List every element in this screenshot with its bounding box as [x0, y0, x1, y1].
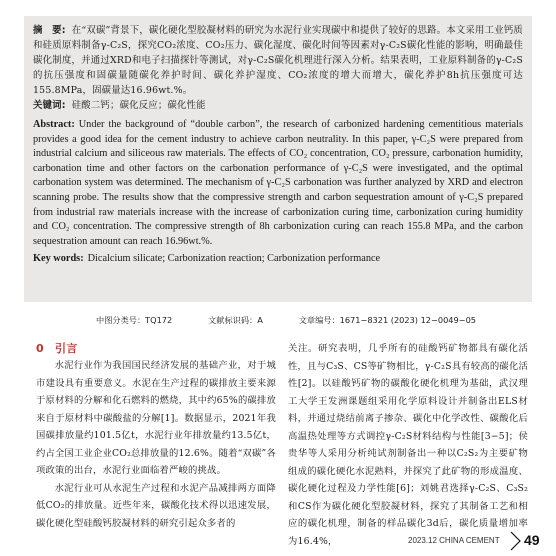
- body-column-left: [36, 340, 276, 532]
- keywords-en-label: Key words:: [33, 253, 84, 265]
- journal-name: 2023.12 CHINA CEMENT: [408, 536, 500, 545]
- keywords-cn-label: 关键词:: [33, 100, 66, 111]
- abstract-en-text: Under the background of “double carbon”, the research of carbonized hardening cementitious materials provides a good idea for the cement industry to achieve carbon neutrality. In this paper, γ-C₂S were prepared from industrial calcium and siliceous raw materials. The effects of CO₂ concentration, CO₂ pressure, carbonation humidity, carbonation time and other factors on the carbonation performance of γ-C₂S were investigated, and the optimal carbonation system was determined. The mechanism of γ-C₂S carbonation was further analyzed by XRD and electron scanning probe. The results show that the compressive strength and carbon sequestration amount of γ-C₂S prepared from industrial raw materials increase with the increase of carbonization curing time, carbonization curing humidity and CO₂ concentration. The compressive strength of 8h carbonization curing can reach 155.8 MPa, and the carbon sequestration amount can reach 16.96wt.%.: [33, 119, 523, 247]
- keywords-en-text: Dicalcium silicate; Carbonization reaction; Carbonization performance: [87, 253, 381, 265]
- article-meta: [96, 315, 476, 326]
- keywords-cn-text: 硅酸二钙；碳化反应；碳化性能: [71, 100, 206, 111]
- paragraph: 关注。研究表明，几乎所有的硅酸钙矿物都具有碳化活性，且与C₃S、CS等矿物相比，γ-C₂S具有较高的碳化活性[2]。以硅酸钙矿物的碳酸化硬化机理为基础，武汉理工大学王发洲课题组采用化学原料设计并制备出ELS材料，并通过烧结前离子掺杂、碳化中化学改性、碳酸化后高温热处理等方式调控γ-C₂S材料结构与性能[3−5]；侯贵华等人采用分析纯试剂制备出一种以C₂S₂为主要矿物组成的碳化硬化水泥熟料，并探究了此矿物的形成温度、碳化硬化过程及力学性能[6]；刘姚君选择γ-C₂S、C₃S₂和CS作为碳化硬化型胶凝材料，探究了其制备工艺和相应的碳化机理，制备的样品碳化3d后，碳化质量增加率为16.4%，: [288, 343, 528, 547]
- article-number: 文章编号：1671−8321 (2023) 12−0049−05: [298, 315, 476, 325]
- paragraph: 水泥行业作为我国国民经济发展的基础产业，对于城市建设具有重要意义。水泥在生产过程的碳排放主要来源于原材料的分解和化石燃料的燃烧，其中约65%的碳排放来自于原材料中碳酸盐的分解[1]。数据显示，2021年我国碳排放量约101.5亿t，水泥行业年排放量约13.5亿t，约占全国工业企业CO₂总排放量的12.6%。随着“双碳”各项政策的出台，水泥行业面临着严峻的挑战。: [36, 360, 276, 476]
- keywords-en: [33, 252, 523, 266]
- body-column-right: [288, 340, 528, 550]
- page-footer: [408, 531, 538, 551]
- abstract-cn-label: 摘 要:: [33, 25, 66, 36]
- section-heading: 0 引言: [36, 342, 78, 355]
- abstract-en: [33, 118, 523, 249]
- keywords-cn: [33, 98, 523, 113]
- footer-slash-icon: [510, 531, 522, 551]
- abstract-cn-text: 在“双碳”背景下，碳化硬化型胶凝材料的研究为水泥行业实现碳中和提供了较好的思路。本文采用工业钙质和硅质原料制备γ-C₂S，探究CO₂浓度、CO₂压力、碳化湿度、碳化时间等因素对γ-C₂S碳化性能的影响，明确最佳碳化制度，并通过XRD和电子扫描探针等测试，对γ-C₂S碳化机理进行深入分析。结果表明，工业原料制备的γ-C₂S的抗压强度和固碳量随碳化养护时间、碳化养护湿度、CO₂浓度的增大而增大，碳化养护8h抗压强度可达155.8MPa，固碳量达16.96wt.%。: [33, 25, 523, 96]
- abstract-en-label: Abstract:: [33, 119, 75, 130]
- paragraph: 水泥行业可从水泥生产过程和水泥产品减排两方面降低CO₂的排放量。近些年来，碳酸化技术得以迅速发展，碳化硬化型硅酸钙胶凝材料的研究引起众多者的: [36, 482, 276, 529]
- document-code: 文献标识码：A: [208, 315, 263, 325]
- abstract-box: [24, 16, 532, 302]
- page-number: 49: [524, 532, 540, 548]
- abstract-cn: [33, 23, 523, 98]
- clc-number: 中图分类号：TQ172: [96, 315, 173, 325]
